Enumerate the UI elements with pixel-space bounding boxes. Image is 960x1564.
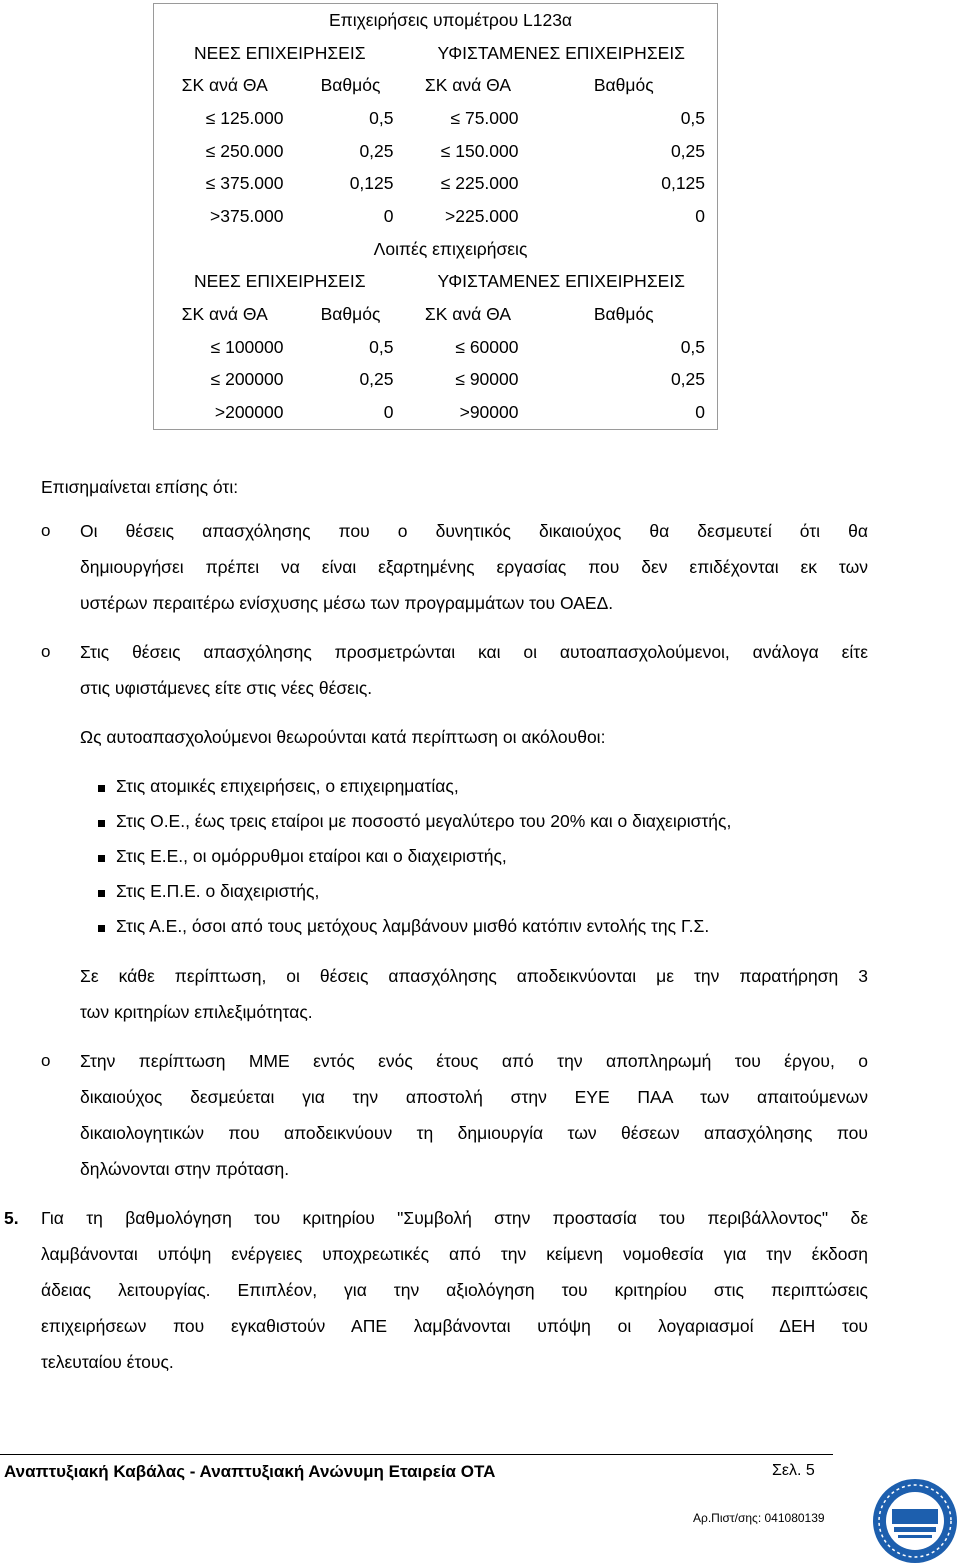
table-cell: ≤ 200000 — [210, 369, 284, 390]
table-cell: ≤ 125.000 — [205, 107, 284, 128]
column-header: Βαθμός — [593, 304, 654, 325]
table-header-row — [154, 69, 718, 102]
table-cell: 0 — [695, 205, 706, 226]
table-cell: 0,25 — [359, 140, 394, 161]
square-bullet-icon — [98, 785, 105, 792]
bullet-marker: o — [41, 521, 51, 540]
self-employed-intro: Ως αυτοαπασχολούμενοι θεωρούνται κατά περίπτωση οι ακόλουθοι: — [80, 727, 606, 747]
table-cell: ≤ 100000 — [210, 336, 284, 357]
table-row — [154, 102, 718, 135]
table-cell: 0,5 — [369, 107, 394, 128]
self-employed-item: Στις ατομικές επιχειρήσεις, ο επιχειρηματίας, — [116, 776, 459, 796]
table-row — [154, 135, 718, 168]
table-cell: 0 — [383, 402, 394, 423]
item-number: 5. — [4, 1208, 19, 1228]
paragraph-self-employed: Στις θέσεις απασχόλησης προσμετρώνται και οι αυτοαπασχολούμενοι, ανάλογα είτε στις υφιστάμενες είτε στις νέες θέσεις. — [80, 642, 868, 698]
square-bullet-icon — [98, 925, 105, 932]
table-row — [154, 167, 718, 200]
table-cell: >90000 — [459, 402, 519, 423]
section-title: Επιχειρήσεις υπομέτρου L123α — [328, 9, 573, 30]
table-cell: ≤ 375.000 — [205, 173, 284, 194]
intro-text: Επισημαίνεται επίσης ότι: — [41, 477, 239, 497]
column-header: Βαθμός — [593, 75, 654, 96]
table-cell: 0,5 — [369, 336, 394, 357]
paragraph-sme-obligation: Στην περίπτωση ΜΜΕ εντός ενός έτους από την αποπληρωμή του έργου, ο δικαιούχος δεσμεύεται για την αποστολή στην ΕΥΕ ΠΑΑ των απαιτούμενων δικαιολογητικών που αποδεικνύουν τη δημιουργία των θέσεων απασχόλησης που δηλώνονται στην πρόταση. — [80, 1051, 868, 1179]
table-cell: 0,5 — [680, 107, 706, 128]
table-title-row — [154, 4, 718, 37]
section-title: Λοιπές επιχειρήσεις — [373, 238, 528, 259]
table-title-row — [154, 233, 718, 266]
paragraph-proof: Σε κάθε περίπτωση, οι θέσεις απασχόλησης αποδεικνύονται με την παρατήρηση 3 των κριτηρίων επιλεξιμότητας. — [80, 966, 868, 1022]
table-cell: 0,125 — [661, 173, 706, 194]
column-header: Βαθμός — [320, 304, 381, 325]
paragraph-environment-criterion: Για τη βαθμολόγηση του κριτηρίου "Συμβολή στην προστασία του περιβάλλοντος" δε λαμβάνονται υπόψη ενέργειες υποχρεωτικές από την κείμενη νομοθεσία για την έκδοση άδειας λειτουργίας. Επιπλέον, για την αξιολόγηση του κριτηρίου στις περιπτώσεις επιχειρήσεων που εγκαθιστούν ΑΠΕ λαμβάνονται υπόψη οι λογαριασμοί ΔΕΗ του τελευταίου έτους. — [41, 1208, 868, 1372]
square-bullet-icon — [98, 820, 105, 827]
column-header: Βαθμός — [320, 75, 381, 96]
table-cell: >375.000 — [210, 205, 284, 226]
table-cell: ≤ 90000 — [455, 369, 519, 390]
group-header-new: ΝΕΕΣ ΕΠΙΧΕΙΡΗΣΕΙΣ — [193, 42, 366, 63]
square-bullet-icon — [98, 890, 105, 897]
table-cell: ≤ 225.000 — [440, 173, 519, 194]
table-cell: 0 — [383, 205, 394, 226]
bullet-marker: o — [41, 642, 51, 661]
table-cell: 0 — [695, 402, 706, 423]
table-group-row — [154, 266, 718, 299]
table-row — [154, 396, 718, 429]
table-cell: ≤ 250.000 — [205, 140, 284, 161]
column-header: ΣΚ ανά ΘΑ — [424, 304, 512, 325]
bullet-marker: o — [41, 1051, 51, 1070]
table-cell: 0,25 — [670, 369, 706, 390]
table-cell: >200000 — [214, 402, 284, 423]
table-cell: 0,25 — [359, 369, 394, 390]
paragraph-jobs-dependent: Οι θέσεις απασχόλησης που ο δυνητικός δικαιούχος θα δεσμευτεί ότι θα δημιουργήσει πρέπει να είναι εξαρτημένης εργασίας που δεν επιδέχονται εκ των υστέρων περαιτέρω ενίσχυσης μέσω των προγραμμάτων του ΟΑΕΔ. — [80, 521, 868, 613]
group-header-new: ΝΕΕΣ ΕΠΙΧΕΙΡΗΣΕΙΣ — [193, 271, 366, 292]
column-header: ΣΚ ανά ΘΑ — [181, 75, 268, 96]
tuv-certification-logo-icon — [872, 1478, 958, 1564]
table-row — [154, 331, 718, 364]
footer-organization: Αναπτυξιακή Καβάλας - Αναπτυξιακή Ανώνυμη Εταιρεία ΟΤΑ — [4, 1462, 496, 1481]
table-cell: ≤ 75.000 — [450, 107, 519, 128]
scoring-table — [153, 3, 718, 430]
table-row — [154, 364, 718, 397]
self-employed-item: Στις Ο.Ε., έως τρεις εταίροι με ποσοστό μεγαλύτερο του 20% και ο διαχειριστής, — [116, 811, 732, 831]
self-employed-item: Στις Ε.Π.Ε. ο διαχειριστής, — [116, 881, 320, 901]
footer-rule — [0, 1454, 833, 1455]
table-cell: ≤ 60000 — [455, 336, 519, 357]
table-header-row — [154, 298, 718, 331]
column-header: ΣΚ ανά ΘΑ — [181, 304, 268, 325]
self-employed-item: Στις Α.Ε., όσοι από τους μετόχους λαμβάνουν μισθό κατόπιν εντολής της Γ.Σ. — [116, 916, 710, 936]
table-cell: 0,25 — [670, 140, 706, 161]
square-bullet-icon — [98, 855, 105, 862]
table-cell: 0,5 — [680, 336, 706, 357]
table-group-row — [154, 37, 718, 70]
table-cell: 0,125 — [349, 173, 394, 194]
self-employed-item: Στις Ε.Ε., οι ομόρρυθμοι εταίροι και ο διαχειριστής, — [116, 846, 507, 866]
table-cell: ≤ 150.000 — [440, 140, 519, 161]
group-header-existing: ΥΦΙΣΤΑΜΕΝΕΣ ΕΠΙΧΕΙΡΗΣΕΙΣ — [437, 42, 685, 63]
column-header: ΣΚ ανά ΘΑ — [424, 75, 512, 96]
table-row — [154, 200, 718, 233]
table-cell: >225.000 — [445, 205, 519, 226]
group-header-existing: ΥΦΙΣΤΑΜΕΝΕΣ ΕΠΙΧΕΙΡΗΣΕΙΣ — [437, 271, 685, 292]
page-number: Σελ. 5 — [772, 1462, 815, 1479]
certificate-number: Αρ.Πιστ/σης: 041080139 — [693, 1511, 825, 1525]
